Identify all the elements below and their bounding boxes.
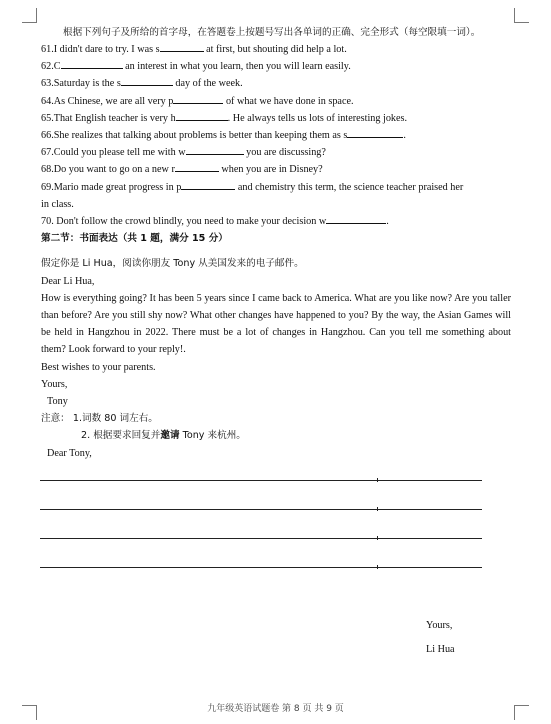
- page-footer: 九年级英语试题卷 第 8 页 共 9 页: [207, 704, 344, 714]
- item-69: 69.Mario made great progress in p and chemistry this term, the science teacher praised her: [41, 179, 511, 196]
- item-70: 70. Don't follow the crowd blindly, you need to make your decision w .: [41, 213, 511, 230]
- fill-in-item: 67.Could you please tell me with w you are discussing?: [41, 144, 511, 161]
- email-sender: Tony: [47, 396, 68, 408]
- writing-line[interactable]: [40, 509, 482, 510]
- answer-blank[interactable]: [175, 161, 219, 172]
- fill-in-item: 66.She realizes that talking about problems is better than keeping them as s .: [41, 127, 511, 144]
- writing-line[interactable]: [40, 480, 482, 481]
- signature-name: Li Hua: [426, 644, 455, 655]
- email-body: How is everything going? It has been 5 years since I came back to America. What are you like now? Are you taller than before? Are you still shy now? What other changes have happened to you? By the way, the Asian Games will be held in Hangzhou in 2022. There must be a lot of changes in Hangzhou. Can you tell me something about them? Look forward to your reply!.: [41, 292, 511, 356]
- answer-blank[interactable]: [347, 127, 403, 138]
- page-content: [41, 24, 511, 462]
- fill-in-items: [41, 41, 511, 179]
- item-69-continued: in class.: [41, 198, 74, 210]
- crop-mark-top-right: [514, 8, 529, 23]
- reply-greeting: Dear Tony,: [47, 447, 92, 459]
- answer-blank[interactable]: [181, 179, 235, 190]
- answer-blank[interactable]: [176, 110, 228, 121]
- section-title: 第二节：书面表达（共 1 题，满分 15 分）: [41, 233, 228, 245]
- email-wishes: Best wishes to your parents.: [41, 361, 156, 373]
- fill-in-item: 65.That English teacher is very h . He always tells us lots of interesting jokes.: [41, 110, 511, 127]
- writing-line[interactable]: [40, 567, 482, 568]
- signature-closing: Yours,: [426, 620, 453, 631]
- fill-in-item: 64.As Chinese, we are all very p of what we have done in space.: [41, 93, 511, 110]
- fill-in-item: 63.Saturday is the s day of the week.: [41, 75, 511, 92]
- answer-blank[interactable]: [186, 144, 244, 155]
- note-1: 注意： 1.词数 80 词左右。: [41, 413, 158, 425]
- fill-in-item: 68.Do you want to go on a new r when you are in Disney?: [41, 161, 511, 178]
- answer-blank[interactable]: [326, 213, 386, 224]
- writing-line[interactable]: [40, 538, 482, 539]
- fill-in-item: 61.I didn't dare to try. I was s at first, but shouting did help a lot.: [41, 41, 511, 58]
- note-2: 2. 根据要求回复并邀请 Tony 来杭州。: [81, 430, 246, 442]
- fill-in-item: 62.C an interest in what you learn, then you will learn easily.: [41, 58, 511, 75]
- crop-mark-top-left: [22, 8, 37, 23]
- email-closing: Yours,: [41, 378, 68, 390]
- instruction-text: 根据下列句子及所给的首字母，在答题卷上按题号写出各单词的正确、完全形式（每空限填一词）。: [63, 27, 481, 38]
- writing-prompt: 假定你是 Li Hua，阅读你朋友 Tony 从美国发来的电子邮件。: [41, 258, 304, 270]
- answer-blank[interactable]: [121, 75, 173, 86]
- writing-area[interactable]: [40, 480, 482, 596]
- answer-blank[interactable]: [173, 93, 223, 104]
- answer-blank[interactable]: [61, 58, 123, 69]
- email-greeting: Dear Li Hua,: [41, 275, 95, 287]
- answer-blank[interactable]: [160, 41, 204, 52]
